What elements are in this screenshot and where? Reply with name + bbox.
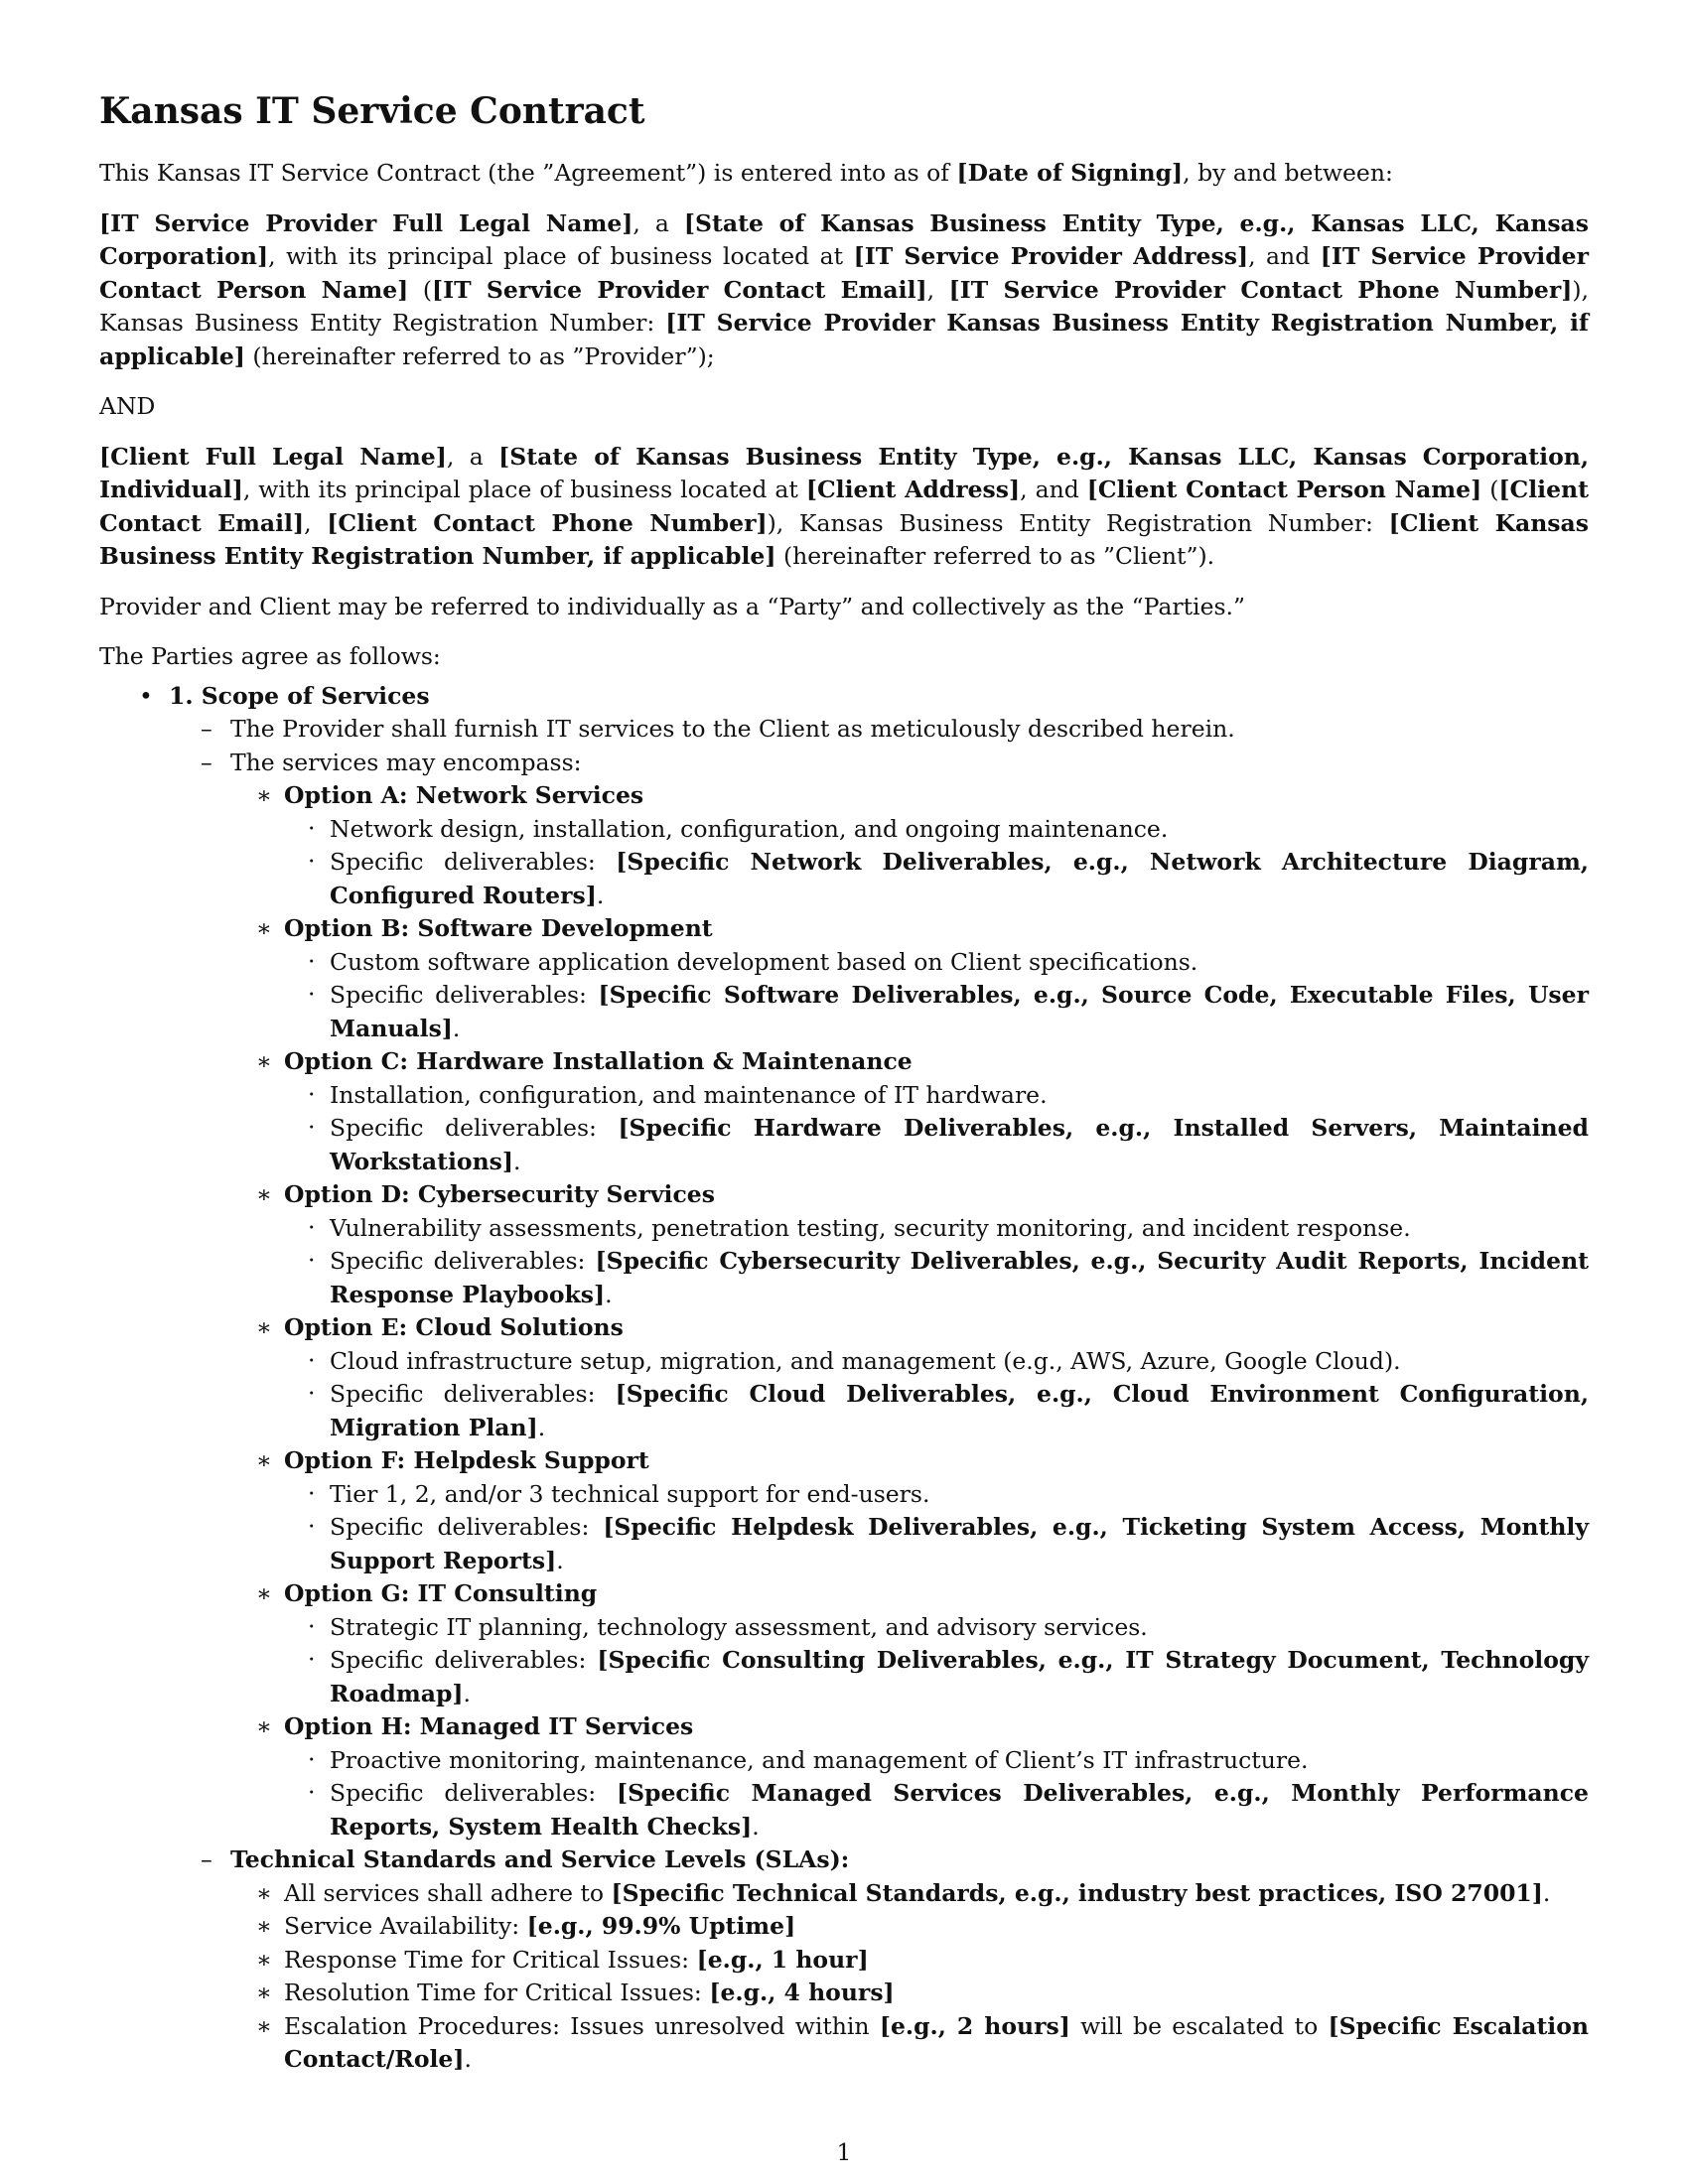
list-item: · Installation, configuration, and maintenance of IT hardware. bbox=[308, 1079, 1048, 1109]
list-item: · Specific deliverables: [Specific Consulting Deliverables, e.g., IT Strategy Document, Technology Roadmap]. bbox=[308, 1645, 1589, 1707]
client-paragraph: [Client Full Legal Name], a [State of Kansas Business Entity Type, e.g., Kansas LLC, Kansas Corporation, Individual], with its principal place of business located at [Client Address], and [Client Contact Person Name] ([Client Contact Email], [Client Contact Phone Number]), Kansas Business Entity Registration Number: [Client Kansas Business Entity Registration Number, if applicable] (hereinafter referred to as ”Client”). bbox=[99, 442, 1590, 570]
list-item: · Network design, installation, configuration, and ongoing maintenance. bbox=[308, 813, 1169, 843]
sla-heading: Technical Standards and Service Levels (SLAs): bbox=[230, 1845, 850, 1873]
list-item: · Specific deliverables: [Specific Software Deliverables, e.g., Source Code, Executable Files, User Manuals]. bbox=[308, 980, 1589, 1042]
bullet-marker: • bbox=[139, 681, 153, 710]
option-item: ∗ Option A: Network Services · Network design, installation, configuration, and ongoing maintenance. · Specific deliverables: [Specific Network Deliverables, e.g., Network Architecture Diagram, Configured Routers]. bbox=[284, 779, 1589, 912]
section-1 bbox=[139, 680, 1590, 2077]
list-item: · Vulnerability assessments, penetration testing, security monitoring, and incident response. bbox=[308, 1212, 1411, 1242]
sla-list bbox=[230, 1877, 1589, 2077]
list-item: · Specific deliverables: [Specific Helpdesk Deliverables, e.g., Ticketing System Access, Monthly Support Reports]. bbox=[308, 1512, 1589, 1574]
section-list bbox=[99, 680, 1589, 2077]
list-item: ∗ Resolution Time for Critical Issues: [e.g., 4 hours] bbox=[256, 1979, 895, 2006]
list-item: – The Provider shall furnish IT services to the Client as meticulously described herein. bbox=[201, 715, 1235, 743]
list-item: · Specific deliverables: [Specific Managed Services Deliverables, e.g., Monthly Performance Reports, System Health Checks]. bbox=[308, 1778, 1589, 1841]
section-1-items bbox=[169, 713, 1589, 2077]
option-item: ∗ Option G: IT Consulting · Strategic IT planning, technology assessment, and advisory services. · Specific deliverables: [Specific Consulting Deliverables, e.g., IT Strategy Document, Technology Roadmap]. bbox=[284, 1577, 1589, 1710]
options-list bbox=[230, 779, 1589, 1843]
list-item: · Specific deliverables: [Specific Cybersecurity Deliverables, e.g., Security Audit Reports, Incident Response Playbooks]. bbox=[308, 1246, 1590, 1308]
page-number: 1 bbox=[836, 2138, 852, 2166]
list-item: · Proactive monitoring, maintenance, and management of Client’s IT infrastructure. bbox=[308, 1744, 1309, 1774]
document-page bbox=[99, 87, 1589, 2077]
provider-paragraph: [IT Service Provider Full Legal Name], a [State of Kansas Business Entity Type, e.g., Kansas LLC, Kansas Corporation], with its principal place of business located at [IT Service Provider Address], and [IT Service Provider Contact Person Name] ([IT Service Provider Contact Email], [IT Service Provider Contact Phone Number]), Kansas Business Entity Registration Number: [IT Service Provider Kansas Business Entity Registration Number, if applicable] (hereinafter referred to as ”Provider”); bbox=[99, 208, 1590, 370]
option-item: ∗ Option F: Helpdesk Support · Tier 1, 2, and/or 3 technical support for end-users. · Specific deliverables: [Specific Helpdesk Deliverables, e.g., Ticketing System Access, Monthly Support Reports]. bbox=[284, 1444, 1589, 1577]
option-item: ∗ Option D: Cybersecurity Services · Vulnerability assessments, penetration testing, security monitoring, and incident response. · Specific deliverables: [Specific Cybersecurity Deliverables, e.g., Security Audit Reports, Incident Response Playbooks]. bbox=[284, 1178, 1589, 1311]
list-item: · Cloud infrastructure setup, migration, and management (e.g., AWS, Azure, Google Cloud). bbox=[308, 1345, 1401, 1375]
intro-paragraph: This Kansas IT Service Contract (the ”Agreement”) is entered into as of [Date of Signing], by and between: bbox=[99, 159, 1393, 187]
option-item: ∗ Option B: Software Development · Custom software application development based on Client specifications. · Specific deliverables: [Specific Software Deliverables, e.g., Source Code, Executable Files, User Manuals]. bbox=[284, 912, 1589, 1045]
list-item: · Strategic IT planning, technology assessment, and advisory services. bbox=[308, 1611, 1148, 1641]
list-item: · Custom software application development based on Client specifications. bbox=[308, 946, 1198, 976]
list-item: – The services may encompass: ∗ Option A: Network Services · Network design, installation, configuration, and ongoing maintenance. · Specific deliverables: [Specific Network Deliverables, e.g., Network Architecture Diagram, Configured Routers]. ∗ Option B: Software Development · Custom software application development based on Client specifications. · Specific deliverables: [Specific Software Deliverables, e.g., Source Code, Executable Files, User Manuals]. ∗ Option C: Hardware Installation & Maintenance · Installation, configuration, and maintenance of IT hardware. · Specific deliverables: [Specific Hardware Deliverables, e.g., Installed Servers, Maintained Workstations]. ∗ Option D: Cybersecurity Services · Vulnerability assessments, penetration testing, security monitoring, and incident response. · Specific deliverables: [Specific Cybersecurity Deliverables, e.g., Security Audit Reports, Incident Response Playbooks]. ∗ Option E: Cloud Solutions · Cloud infrastructure setup, migration, and management (e.g., AWS, Azure, Google Cloud). · Specific deliverables: [Specific Cloud Deliverables, e.g., Cloud Environment Configuration, Migration Plan]. ∗ Option F: Helpdesk Support · Tier 1, 2, and/or 3 technical support for end-users. · Specific deliverables: [Specific Helpdesk Deliverables, e.g., Ticketing System Access, Monthly Support Reports]. ∗ Option G: IT Consulting · Strategic IT planning, technology assessment, and advisory services. · Specific deliverables: [Specific Consulting Deliverables, e.g., IT Strategy Document, Technology Roadmap]. ∗ Option H: Managed IT Services · Proactive monitoring, maintenance, and management of Client’s IT infrastructure. · Specific deliverables: [Specific Managed Services Deliverables, e.g., Monthly Performance Reports, System Health Checks]. bbox=[230, 747, 1589, 1844]
list-item: ∗ Service Availability: [e.g., 99.9% Uptime] bbox=[256, 1912, 796, 1940]
parties-paragraph: Provider and Client may be referred to individually as a “Party” and collectively as the “Parties.” bbox=[99, 592, 1246, 620]
list-item: · Tier 1, 2, and/or 3 technical support for end-users. bbox=[308, 1478, 930, 1508]
list-item: ∗ Response Time for Critical Issues: [e.g., 1 hour] bbox=[256, 1945, 869, 1974]
list-item: ∗ Escalation Procedures: Issues unresolved within [e.g., 2 hours] will be escalated to [Specific Escalation Contact/Role]. bbox=[256, 2011, 1589, 2073]
document-title: Kansas IT Service Contract bbox=[99, 90, 645, 132]
section-1-heading: 1. Scope of Services bbox=[169, 681, 430, 710]
option-item: ∗ Option E: Cloud Solutions · Cloud infrastructure setup, migration, and management (e.g., AWS, Azure, Google Cloud). · Specific deliverables: [Specific Cloud Deliverables, e.g., Cloud Environment Configuration, Migration Plan]. bbox=[284, 1311, 1589, 1444]
option-item: ∗ Option H: Managed IT Services · Proactive monitoring, maintenance, and management of Client’s IT infrastructure. · Specific deliverables: [Specific Managed Services Deliverables, e.g., Monthly Performance Reports, System Health Checks]. bbox=[284, 1710, 1589, 1843]
list-item: · Specific deliverables: [Specific Network Deliverables, e.g., Network Architecture Diagram, Configured Routers]. bbox=[308, 847, 1589, 909]
and-separator: AND bbox=[99, 392, 156, 420]
sla-item: – Technical Standards and Service Levels (SLAs): ∗ All services shall adhere to [Specific Technical Standards, e.g., industry best practices, ISO 27001]. ∗ Service Availability: [e.g., 99.9% Uptime] ∗ Response Time for Critical Issues: [e.g., 1 hour] ∗ Resolution Time for Critical Issues: [e.g., 4 hours] ∗ Escalation Procedures: Issues unresolved within [e.g., 2 hours] will be escalated to [Specific Escalation Contact/Role]. bbox=[230, 1843, 1589, 2077]
list-item: · Specific deliverables: [Specific Cloud Deliverables, e.g., Cloud Environment Configuration, Migration Plan]. bbox=[308, 1379, 1589, 1441]
date-of-signing-field: [Date of Signing] bbox=[956, 159, 1184, 187]
list-item: ∗ All services shall adhere to [Specific Technical Standards, e.g., industry best practices, ISO 27001]. bbox=[256, 1878, 1551, 1907]
agree-paragraph: The Parties agree as follows: bbox=[99, 642, 441, 670]
option-item: ∗ Option C: Hardware Installation & Maintenance · Installation, configuration, and maintenance of IT hardware. · Specific deliverables: [Specific Hardware Deliverables, e.g., Installed Servers, Maintained Workstations]. bbox=[284, 1045, 1589, 1178]
list-item: · Specific deliverables: [Specific Hardware Deliverables, e.g., Installed Servers, Maintained Workstations]. bbox=[308, 1113, 1589, 1175]
